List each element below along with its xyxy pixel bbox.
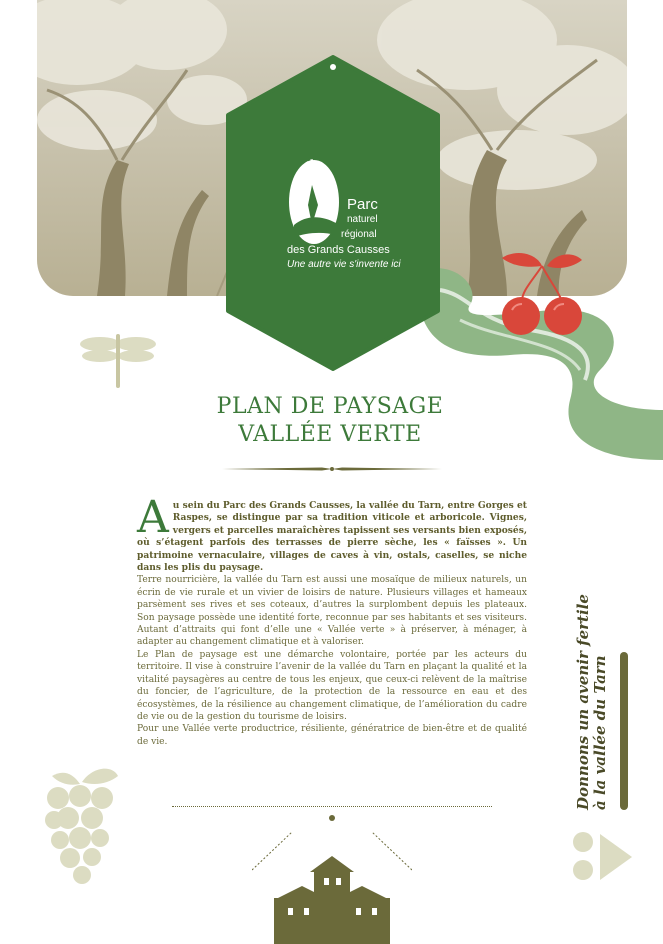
body-text: [137, 492, 527, 748]
paragraph-3: Le Plan de paysage est une démarche volontaire, portée par les acteurs du territoire. Il vise à construire l’avenir de la vallée du Tarn en plaçant la qualité et la vitalité paysagères au centre de tous les enjeux, que ceux-ci relèvent de la maîtrise du foncier, de l’agriculture, de la protection de la ressource en eau et des écosystèmes, de la résilience au changement climatique, de l’amélioration du cadre de vie ou de la gestion du tourisme de loisirs.: [137, 649, 527, 722]
paragraph-intro: [137, 492, 527, 574]
svg-text:✱: ✱: [305, 156, 319, 175]
logo-tagline: Une autre vie s'invente ici: [287, 259, 401, 270]
drop-cap: A: [137, 492, 169, 543]
sidebar-line1: Donnons un avenir fertile: [574, 594, 592, 810]
paragraph-4: Pour une Vallée verte productrice, résiliente, génératrice de bien-être et de qualité de vie.: [137, 724, 527, 747]
logo-hexagon: [226, 55, 440, 371]
page-title: [190, 393, 470, 449]
dotted-separator: [172, 806, 492, 807]
logo-name-line3: régional: [341, 229, 377, 240]
grapes-icon: [42, 762, 122, 887]
sidebar-bar: [620, 652, 628, 810]
logo-name-line1: Parc: [347, 196, 378, 213]
paragraph-1: u sein du Parc des Grands Causses, la vallée du Tarn, entre Gorges et Raspes, se distingue par sa tradition viticole et arboricole. Vignes, vergers et parcelles maraîchères tapissent ses versants bien exposés, où s’étagent parfois des terrasses de pierre sèche, les « faïsses ». Un patrimoine vernaculaire, villages de caves à vin, ostals, caselles, se niche dans les plis du paysage.: [137, 500, 527, 574]
paragraph-2: Terre nourricière, la vallée du Tarn est aussi une mosaïque de milieux naturels, un écrin de vie rurale et un vivier de loisirs de nature. Plusieurs villages et hameaux parsèment ses rives et ses coteaux, d’autres la surplombent depuis les plateaux. Son paysage possède une identité forte, reconnue par ses habitants et ses visiteurs. Autant d’attraits qui font d’elle une « Vallée verte » à préserver, à ménager, à adapter au changement climatique et à valoriser.: [137, 575, 527, 648]
castle-icon: [252, 812, 412, 944]
title-divider: [222, 466, 442, 472]
logo-name-line4: des Grands Causses: [287, 244, 390, 256]
cherries-icon: [492, 246, 592, 346]
sidebar-line2: à la vallée du Tarn: [591, 655, 609, 810]
title-line2: VALLÉE VERTE: [238, 422, 422, 447]
dots-play-icon: [572, 830, 634, 884]
dragonfly-icon: [78, 330, 158, 390]
logo-name-line2: naturel: [347, 214, 378, 225]
sidebar-tagline-inner: [575, 594, 609, 810]
title-line1: PLAN DE PAYSAGE: [216, 394, 444, 419]
